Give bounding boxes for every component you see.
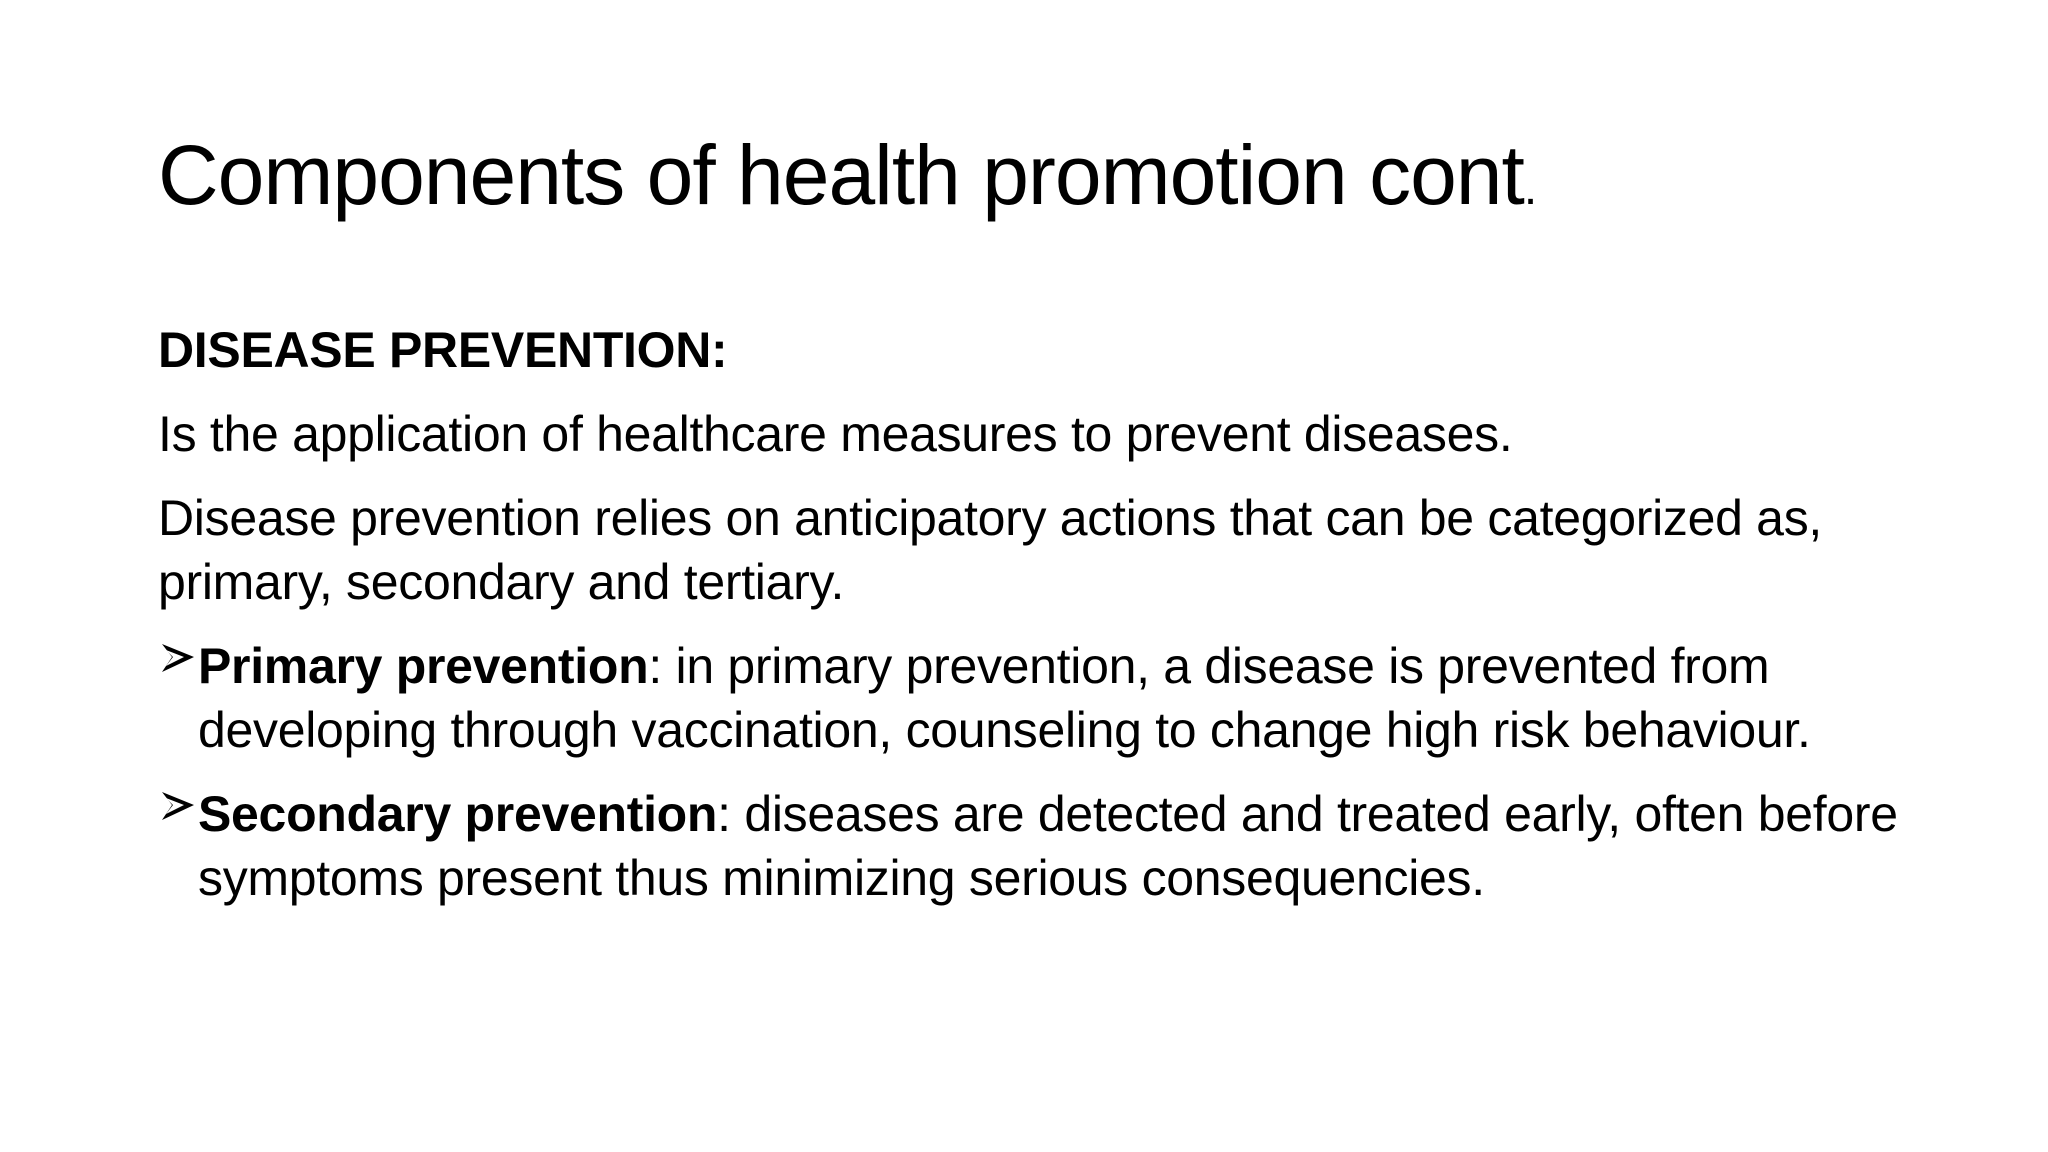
slide-title-dot: . (1523, 162, 1537, 215)
section-heading: DISEASE PREVENTION: (158, 322, 728, 378)
bullet-secondary-prevention (158, 782, 1918, 910)
slide-title-text: Components of health promotion cont (158, 128, 1524, 222)
slide-title (158, 120, 1918, 244)
arrow-bullet-icon (160, 640, 196, 676)
arrow-bullet-icon (160, 788, 196, 824)
bullet-primary-prevention (158, 634, 1918, 762)
bullet-text: : diseases are detected and treated early, often before symptoms present thus minimizing serious consequencies. (198, 786, 1898, 906)
bullet-term: Primary prevention (198, 638, 649, 694)
categories-paragraph: Disease prevention relies on anticipatory actions that can be categorized as, primary, secondary and tertiary. (158, 490, 1822, 610)
slide-body (158, 318, 1918, 930)
definition-paragraph: Is the application of healthcare measures to prevent diseases. (158, 406, 1513, 462)
bullet-text: : in primary prevention, a disease is prevented from developing through vaccination, counseling to change high risk behaviour. (198, 638, 1811, 758)
bullet-term: Secondary prevention (198, 786, 718, 842)
